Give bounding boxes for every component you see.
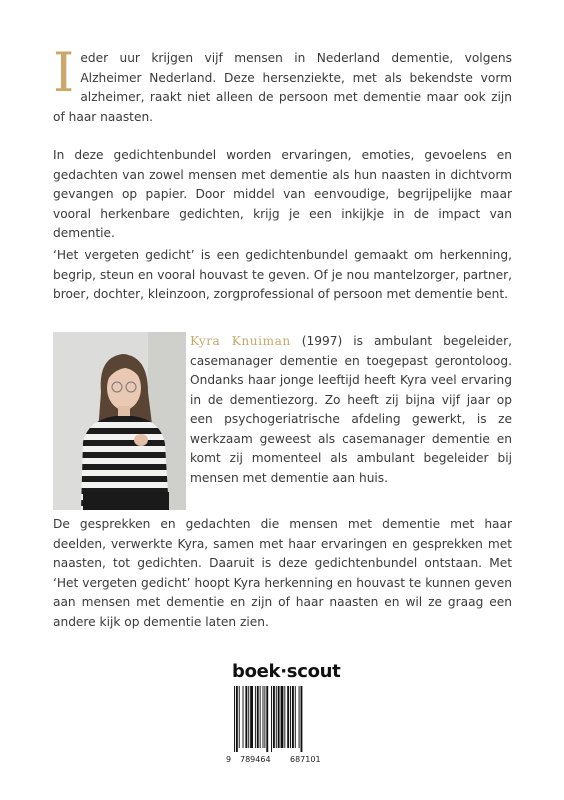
barcode-bar — [248, 686, 249, 748]
barcode-bar — [273, 686, 275, 748]
barcode-bar — [299, 686, 300, 748]
barcode-bar — [245, 686, 247, 748]
logo-dot: · — [280, 661, 287, 682]
author-photo — [53, 332, 186, 510]
barcode-bar — [236, 686, 238, 752]
paragraph-closing: De gesprekken en gedachten die mensen met dementie met haar deelden, verwerkte Kyra, samen met haar ervaringen en gesprekken met naasten, tot gedichten. Daaruit is deze gedichtenbundel ontstaan. Met ‘Het vergeten gedicht’ hoopt Kyra herkenning en houvast te kunnen geven aan mensen met dementie en zijn of haar naasten en wil ze graag een andere kijk op dementie laten zien. — [53, 517, 512, 629]
paragraph-3: ‘Het vergeten gedicht’ is een gedichtenbundel gemaakt om herkenning, begrip, steun en vooral houvast te geven. Of je nou mantelzorger, partner, broer, dochter, kleinzoon, zorgprofessional of persoon met dementie bent. — [53, 248, 512, 301]
barcode-bar — [292, 686, 294, 748]
intro-text: eder uur krijgen vijf mensen in Nederland dementie, volgens Alzheimer Nederland. Deze hersenziekte, met als bekendste vorm alzheimer, raakt niet alleen de persoon met dementie maar ook zijn of haar naasten. — [53, 51, 512, 124]
barcode-bar — [234, 686, 235, 752]
barcode-bar — [255, 686, 256, 748]
barcode-bar — [301, 686, 303, 752]
barcode-bar — [284, 686, 285, 748]
barcode-bar — [250, 686, 253, 748]
author-bio — [190, 332, 512, 488]
barcode-bar — [295, 686, 296, 748]
author-name: Kyra Knuiman — [190, 334, 291, 348]
logo-part1: boek — [232, 661, 281, 682]
barcode-bar — [278, 686, 280, 748]
publisher-logo — [232, 661, 341, 682]
barcode-bar — [260, 686, 261, 748]
barcode-bar — [266, 686, 268, 752]
barcode-bar — [257, 686, 259, 748]
intro-paragraph — [53, 41, 512, 127]
barcode-bar — [243, 686, 244, 748]
barcode-bar — [263, 686, 264, 748]
drop-cap: I — [53, 41, 75, 104]
isbn-barcode — [232, 686, 334, 752]
author-bio-text: (1997) is ambulant begeleider, casemanager dementie en toegepast gerontoloog. Ondanks haar jonge leeftijd heeft Kyra veel ervaring in de dementiezorg. Zo heeft zij bijna vijf jaar op een psychogeriatrische afdeling gewerkt, is ze werkzaam geweest als casemanager dementie en komt zij momenteel als ambulant begeleider bij mensen met dementie aan huis. — [190, 334, 512, 485]
barcode-bar — [281, 686, 284, 748]
isbn-group-2: 687101 — [290, 755, 321, 764]
isbn-lead-digit: 9 — [226, 755, 232, 764]
barcode-bar — [276, 686, 277, 748]
barcode-bar — [264, 686, 265, 748]
paragraph-2: In deze gedichtenbundel worden ervaringen, emoties, gevoelens en gedachten van zowel mensen met dementie als hun naasten in dichtvorm gevangen op papier. Door middel van eenvoudige, begrijpelijke maar vooral herkenbare gedichten, krijg je een inkijkje in de impact van dementie. — [53, 148, 512, 240]
barcode-bar — [287, 686, 289, 748]
barcode-bar — [271, 686, 272, 752]
logo-part2: scout — [286, 661, 341, 682]
isbn-group-1: 789464 — [240, 755, 271, 764]
barcode-bar — [290, 686, 291, 748]
barcode-bar — [239, 686, 240, 748]
